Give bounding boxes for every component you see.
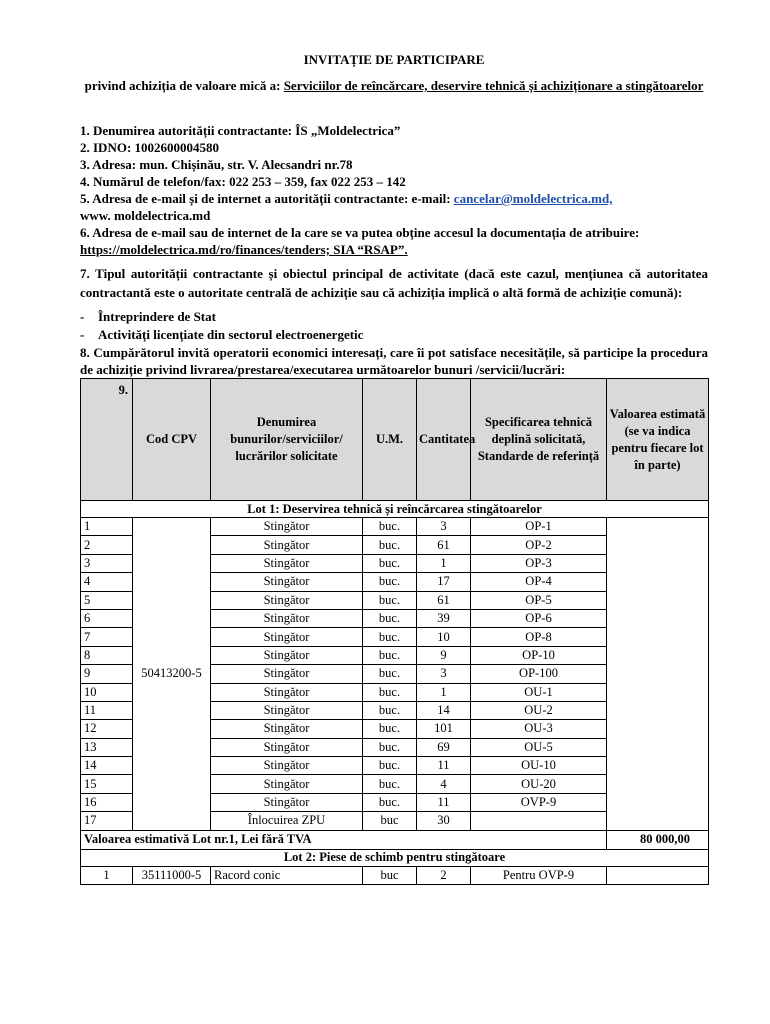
quantity: 4 [417, 775, 471, 793]
row-number: 14 [81, 757, 133, 775]
cpv-code: 50413200-5 [133, 518, 211, 831]
unit: buc [363, 812, 417, 830]
lot-1-value-row [81, 830, 709, 849]
quantity: 17 [417, 573, 471, 591]
quantity: 69 [417, 738, 471, 756]
header-quantity: Cantitatea [417, 379, 471, 501]
row-number: 2 [81, 536, 133, 554]
item-name: Stingător [211, 720, 363, 738]
row-number: 15 [81, 775, 133, 793]
quantity: 11 [417, 793, 471, 811]
quantity: 10 [417, 628, 471, 646]
header-spec: Specificarea tehnică deplină solicitată, Standarde de referință [471, 379, 607, 501]
specification: OU-20 [471, 775, 607, 793]
unit: buc. [363, 775, 417, 793]
quantity: 14 [417, 701, 471, 719]
activity-list [80, 308, 708, 344]
info-website: www. moldelectrica.md [80, 208, 211, 223]
item-name: Stingător [211, 793, 363, 811]
item-name: Stingător [211, 757, 363, 775]
value-cell [607, 866, 709, 884]
table-header [81, 379, 709, 501]
unit: buc. [363, 793, 417, 811]
quantity: 3 [417, 665, 471, 683]
lot-1-value: 80 000,00 [607, 830, 709, 849]
unit: buc. [363, 646, 417, 664]
quantity: 3 [417, 518, 471, 536]
header-um: U.M. [363, 379, 417, 501]
lot-1-value-label: Valoarea estimativă Lot nr.1, Lei fără TVA [81, 830, 607, 849]
quantity: 2 [417, 866, 471, 884]
unit: buc. [363, 536, 417, 554]
procurement-table [80, 378, 709, 885]
item-name: Stingător [211, 518, 363, 536]
specification: OVP-9 [471, 793, 607, 811]
unit: buc. [363, 738, 417, 756]
unit: buc [363, 866, 417, 884]
row-number: 9 [81, 665, 133, 683]
specification: OU-2 [471, 701, 607, 719]
unit: buc. [363, 573, 417, 591]
lot-2-rows [81, 866, 709, 884]
unit: buc. [363, 609, 417, 627]
row-number: 17 [81, 812, 133, 830]
value-cell [607, 518, 709, 831]
row-number: 6 [81, 609, 133, 627]
unit: buc. [363, 591, 417, 609]
unit: buc. [363, 757, 417, 775]
row-number: 1 [81, 518, 133, 536]
document-page [80, 52, 708, 885]
document-subtitle [80, 78, 708, 94]
row-number: 3 [81, 554, 133, 572]
item-name: Stingător [211, 738, 363, 756]
info-documentation: 6. Adresa de e-mail sau de internet de la care se va putea obține accesul la documentația de atribuire: [80, 225, 640, 240]
item-name: Înlocuirea ZPU [211, 812, 363, 830]
specification: OU-3 [471, 720, 607, 738]
info-name: 1. Denumirea autorității contractante: ÎS „Moldelectrica” [80, 123, 401, 138]
authority-info [80, 122, 708, 258]
item-name: Stingător [211, 554, 363, 572]
item-name: Stingător [211, 536, 363, 554]
quantity: 1 [417, 554, 471, 572]
list-item: - Activități licențiate din sectorul electroenergetic [80, 327, 364, 342]
documentation-link[interactable]: https://moldelectrica.md/ro/finances/tenders; SIA “RSAP”. [80, 242, 408, 257]
list-item: - Întreprindere de Stat [80, 309, 216, 324]
lot-2-title-row [81, 849, 709, 866]
specification: OP-5 [471, 591, 607, 609]
row-number: 8 [81, 646, 133, 664]
item-name: Stingător [211, 683, 363, 701]
document-title: INVITAȚIE DE PARTICIPARE [303, 52, 485, 67]
row-number: 5 [81, 591, 133, 609]
row-number: 16 [81, 793, 133, 811]
specification: OP-2 [471, 536, 607, 554]
item-name: Stingător [211, 573, 363, 591]
unit: buc. [363, 554, 417, 572]
lot-2-title: Lot 2: Piese de schimb pentru stingătoare [81, 849, 709, 866]
specification: OP-8 [471, 628, 607, 646]
subtitle-prefix: privind achiziția de valoare mică a: [84, 78, 284, 93]
email-link[interactable]: cancelar@moldelectrica.md, [453, 191, 613, 206]
quantity: 9 [417, 646, 471, 664]
row-number: 7 [81, 628, 133, 646]
row-number: 11 [81, 701, 133, 719]
specification: OP-10 [471, 646, 607, 664]
unit: buc. [363, 720, 417, 738]
section-7: 7. Tipul autorității contractante și obiectul principal de activitate (dacă este cazul, mențiunea că autoritatea contractantă este o autoritate centrală de achiziție sau că achiziția implică o altă formă de achiziție comună): [80, 266, 708, 300]
section-8: 8. Cumpărătorul invită operatorii economici interesați, care îi pot satisface necesitățile, să participe la procedura de achiziție privind livrarea/prestarea/executarea următoarelor bunuri /servicii/lucrări: [80, 345, 708, 377]
specification [471, 812, 607, 830]
lot-1-title-row [81, 501, 709, 518]
subtitle-object: Serviciilor de reîncărcare, deservire tehnică și achiziționare a stingătoarelor [283, 78, 704, 93]
row-number: 10 [81, 683, 133, 701]
item-name: Racord conic [211, 866, 363, 884]
info-email-label: 5. Adresa de e-mail și de internet a autorității contractante: e-mail: [80, 191, 454, 206]
unit: buc. [363, 701, 417, 719]
unit: buc. [363, 665, 417, 683]
lot-1-rows [81, 518, 709, 831]
header-number: 9. [81, 379, 133, 501]
unit: buc. [363, 683, 417, 701]
row-number: 12 [81, 720, 133, 738]
specification: OP-4 [471, 573, 607, 591]
item-name: Stingător [211, 628, 363, 646]
info-address: 3. Adresa: mun. Chișinău, str. V. Alecsandri nr.78 [80, 157, 353, 172]
specification: OP-3 [471, 554, 607, 572]
lot-1-title: Lot 1: Deservirea tehnică și reîncărcarea stingătoarelor [81, 501, 709, 518]
header-name: Denumirea bunurilor/serviciilor/ lucrărilor solicitate [211, 379, 363, 501]
specification: OP-1 [471, 518, 607, 536]
specification: OP-6 [471, 609, 607, 627]
quantity: 1 [417, 683, 471, 701]
quantity: 61 [417, 536, 471, 554]
item-name: Stingător [211, 665, 363, 683]
unit: buc. [363, 518, 417, 536]
quantity: 11 [417, 757, 471, 775]
specification: OU-10 [471, 757, 607, 775]
info-email-row [80, 190, 708, 207]
specification: Pentru OVP-9 [471, 866, 607, 884]
info-phone: 4. Numărul de telefon/fax: 022 253 – 359, fax 022 253 – 142 [80, 174, 406, 189]
table-row [81, 518, 709, 536]
item-name: Stingător [211, 775, 363, 793]
quantity: 30 [417, 812, 471, 830]
item-name: Stingător [211, 591, 363, 609]
specification: OU-1 [471, 683, 607, 701]
quantity: 39 [417, 609, 471, 627]
quantity: 61 [417, 591, 471, 609]
item-name: Stingător [211, 609, 363, 627]
item-name: Stingător [211, 701, 363, 719]
header-value: Valoarea estimată (se va indica pentru fiecare lot în parte) [607, 379, 709, 501]
row-number: 4 [81, 573, 133, 591]
quantity: 101 [417, 720, 471, 738]
cpv-code: 35111000-5 [133, 866, 211, 884]
specification: OP-100 [471, 665, 607, 683]
header-cpv: Cod CPV [133, 379, 211, 501]
row-number: 1 [81, 866, 133, 884]
table-row [81, 866, 709, 884]
unit: buc. [363, 628, 417, 646]
item-name: Stingător [211, 646, 363, 664]
info-idno: 2. IDNO: 1002600004580 [80, 140, 220, 155]
specification: OU-5 [471, 738, 607, 756]
row-number: 13 [81, 738, 133, 756]
